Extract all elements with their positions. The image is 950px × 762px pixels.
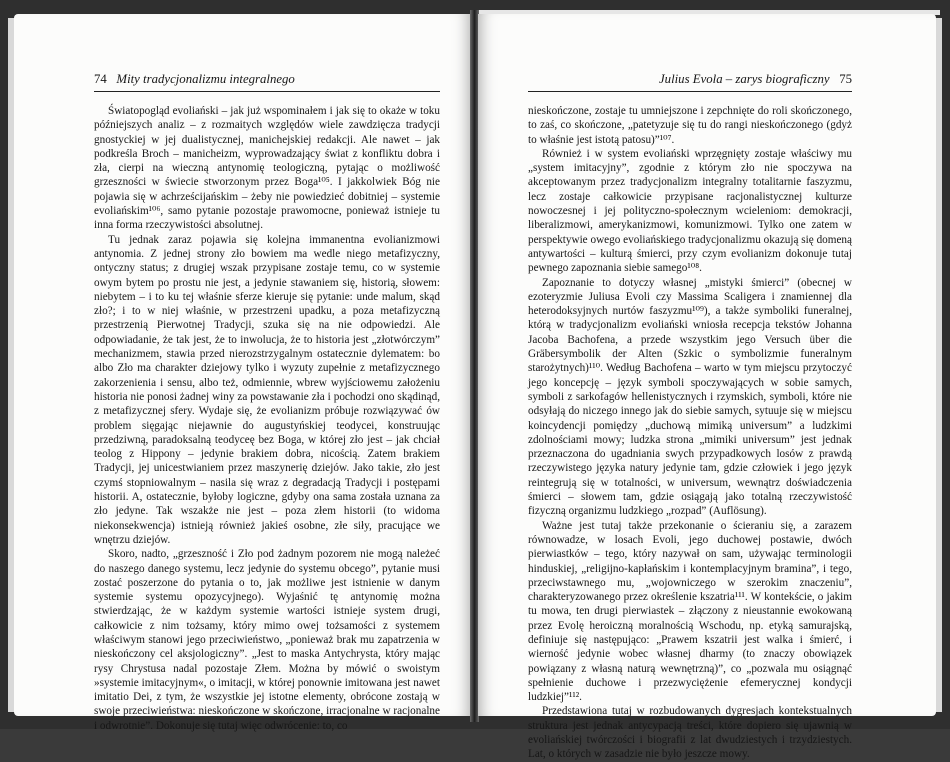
paragraph: Ważne jest tutaj także przekonanie o ścieraniu się, a zarazem równowadze, w losach Evoli, jego duchowej postawie, dwóch pierwiastków – tego, który nazywał on sam, używając terminologii hinduskiej, „religijno-kapłańskim i kontemplacyjnym bramina”, i tego, przeciwstawnego mu, „wojowniczego w szerokim znaczeniu”, charakteryzowanego przez określenie kszatria¹¹¹. W kontekście, o jakim tu mowa, ten drugi pierwiastek – złączony z nieustannie ewokowaną przez Evolę heroiczną moralnością Wschodu, np. etyką samurajską, definiuje się następująco: „Prawem kszatrii jest walka i śmierć, i wierność jedynie wobec własnej dharmy (to znaczy obowiązek powiązany z własną naturą wewnętrzną)”, co „pozwala mu osiągnąć spełnienie duchowe i przezwyciężenie efemerycznej kondycji ludzkiej”¹¹². (528, 519, 852, 704)
left-page (14, 14, 471, 732)
right-page-body (528, 104, 852, 762)
paragraph: Światopogląd evoliański – jak już wspominałem i jak się to okaże w toku późniejszych analiz – z rozmaitych względów wiele zawdzięcza tradycji gnostyckiej w jej dualistycznej, manichejskiej redakcji. Ale nawet – jak podkreśla Broch – manicheizm, wyprowadzający świat z konfliktu dobra i zła, cierpi na wieczną antynomię teologiczną, pytając o możliwość grzeszności w świecie stworzonym przez Boga¹⁰⁵. I jakkolwiek Bóg nie pojawia się w achrześcijańskim – żeby nie powiedzieć dobitniej – systemie evoliańskim¹⁰⁶, samo pytanie pozostaje prawomocne, ponieważ istnieje tu inna forma rzeczywistości absolutnej. (94, 105, 440, 232)
page-edge-right (936, 18, 942, 712)
left-page-body (94, 104, 440, 733)
header-rule (528, 91, 852, 92)
right-page-header (659, 72, 852, 87)
running-title: Julius Evola – zarys biograficzny (658, 72, 830, 86)
paragraph: Przedstawiona tutaj w rozbudowanych dygresjach kontekstualnych struktura jest jednak antycypacją treści, które dopiero się ujawnią w evoliańskiej twórczości i biografii z lat dwudziestych i trzydziestych. Lat, o których w zasadzie nie było jeszcze mowy. (528, 705, 852, 761)
header-rule (94, 91, 440, 92)
page-number: 75 (839, 72, 852, 86)
paragraph: Zapoznanie to dotyczy własnej „mistyki śmierci” (obecnej w ezoteryzmie Juliusa Evoli czy Massima Scaligera i znamiennej dla heterodoksyjnych nurtów faszyzmu¹⁰⁹), a także symboliki funeralnej, którą w tradycjonalizm evoliański wniosła recepcja tekstów Johanna Jacoba Bachofena, a przede wszystkim jego Versuch über die Gräbersymbolik der Alten (Szkic o symbolizmie funeralnym starożytnych)¹¹⁰. Według Bachofena – warto w tym miejscu przytoczyć jego koncepcję – język symboli spoczywających w sobie samych, symboli z sarkofagów hellenistycznych i rzymskich, symboli, które nie odsyłają do niczego innego jak do siebie samych, sytuuje się w miejscu koincydencji pomiędzy „duchową mimiką universum” a ludzkimi zdolnościami mowy; ludzka strona „mimiki universum” jest jednak przeznaczona do ugadniania swych przypadkowych losów z prawdą rzeczywistego języka natury jedynie tam, gdzie człowiek i jego język reintegrują się w totalności, w universum, wewnątrz doświadczenia śmierci – słowem tam, gdzie osiągają jako totalną rzeczywistość fizyczną organizmu ludzkiego „rozpad” (Auflösung). (528, 276, 852, 518)
paragraph: Skoro, nadto, „grzeszność i Zło pod żadnym pozorem nie mogą należeć do naszego danego systemu, lecz jedynie do systemu obcego”, pytanie musi zostać poszerzone do pytania o to, jak możliwe jest istnienie w danym systemie systemu opozycyjnego). Wyjaśnić tę antynomię można stwierdzając, że w każdym systemie wartości istnieje system drugi, całkowicie z nim tożsamy, który mimo owej tożsamości z systemem właściwym stanowi jego przeciwieństwo, „ponieważ brak mu zapatrzenia w nieskończony cel aksjologiczny”. „Jest to maska Antychrysta, który mając rysy Chrystusa nadal pozostaje Złem. Można by mówić o swoistym »systemie imitacyjnym«, o imitacji, w której ponownie imitowana jest nawet imitatio Dei, z tym, że wszystkie jej istotne elementy, obrócone zostają w swoje przeciwieństwa: nieskończone w skończone, irracjonalne w racjonalne i odwrotnie”. Dokonuje się tutaj więc odwrócenie: to, co (94, 548, 440, 732)
paragraph: Tu jednak zaraz pojawia się kolejna immanentna evolianizmowi antynomia. Z jednej strony zło bowiem ma wedle niego metafizyczny, ontyczny status; z drugiej wszak przypisane zostaje temu, co w systemie owym bytem po prostu nie jest, a jedynie stawaniem się, historią, słowem: niebytem – i to ku tej właśnie sferze kieruje się pytanie: unde malum, skąd zło?; i to w niej właśnie, w przestrzeni upadku, a poza metafizyczną przestrzenią Pierwotnej Tradycji, szuka się na nie odpowiedzi. Ale odpowiadanie, że tak jest, że to inwolucja, że to historia jest „złotwórczym” mechanizmem, stawia przed nierozstrzygalnym ostatecznie dylematem: bo albo Zło ma charakter dziejowy tylko i wyzuty zupełnie z metafizycznego zakorzenienia i sensu, albo też, odmiennie, wbrew wyjściowemu założeniu historia nie ponosi żadnej winy za powstawanie zła i pochodzi ono skądinąd, z metafizycznej sfery. Wydaje się, że evolianizm próbuje rozwiązywać ów problem sięgając niejawnie do augustyńskiej teodycei, konstruując przedziwną, paradoksalną teodyceę bez Boga, w której zło jest – jak chciał teolog z Hippony – jedynie brakiem dobra, nicością. Zatem brakiem Tradycji, jej unicestwianiem przez maszynerię dziejów. Jako takie, zło jest czymś stopniowalnym – nasila się wraz z degradacją Tradycji i postępami historii. A, ostatecznie, byłoby logiczne, gdyby ona sama została uznana za zło jedyne. Tak wszakże nie jest – poza złem historii (to widoma niekonsekwencja) istnieją również jakieś osobne, złe siły, pracujące we wnętrzu dziejów. (94, 233, 440, 546)
right-page (478, 14, 936, 761)
page-number: 74 (94, 72, 107, 86)
paragraph: nieskończone, zostaje tu umniejszone i zepchnięte do roli skończonego, to zaś, co skończone, „patetyzuje się tu do rangi nieskończonego (gdyż to właśnie jest istotą patosu)”¹⁰⁷. (528, 105, 852, 146)
left-page-header (94, 72, 295, 87)
running-title: Mity tradycjonalizmu integralnego (116, 72, 295, 86)
paragraph: Również i w system evoliański wprzęgnięty zostaje właściwy mu „system imitacyjny”, zgodnie z którym zło nie spoczywa na akceptowanym przez tradycjonalizm integralny totalitarnie faszyzmu, lecz zostaje całkowicie przypisane racjonalistycznej kulturze nowoczesnej i jej polityczno-społecznym wcieleniom: demokracji, liberalizmowi, amerykanizmowi, komunizmowi. Tylko one zatem w perspektywie owego evoliańskiego tradycjonalizmu okazują się domeną antywartości – kulturą śmierci, przy czym evolianizm dokonuje tutaj pewnego zapoznania siebie samego¹⁰⁸. (528, 147, 852, 275)
